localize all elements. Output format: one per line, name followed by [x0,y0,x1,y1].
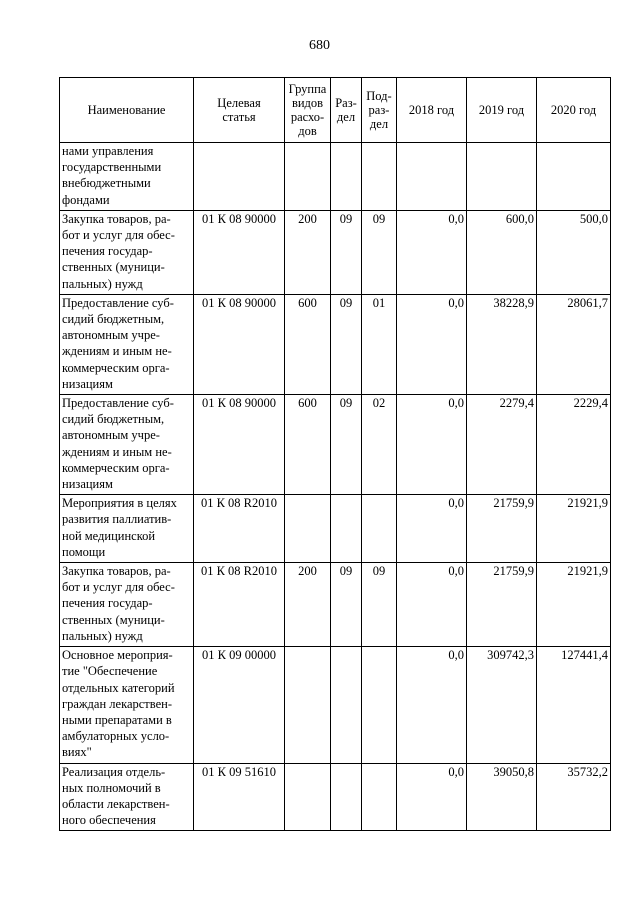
row-name-line: области лекарствен- [62,796,170,811]
row-group: 200 [285,210,331,294]
row-name-line: Закупка товаров, ра- [62,211,171,226]
row-name-line: сидий бюджетным, [62,312,165,327]
header-subsection: Под- раз- дел [362,78,397,143]
row-value-2019: 39050,8 [467,763,537,831]
row-name-line: ственных (муници- [62,612,165,627]
table-row [60,294,611,394]
row-name [60,763,194,831]
table-body [60,143,611,831]
row-value-2018: 0,0 [397,563,467,647]
row-name [60,495,194,563]
row-name-line: Мероприятия в целях [62,496,177,511]
row-value-2020: 35732,2 [537,763,611,831]
row-section [331,143,362,211]
header-2020: 2020 год [537,78,611,143]
table-row [60,647,611,763]
row-group: 600 [285,294,331,394]
header-group: Группа видов расхо- дов [285,78,331,143]
row-value-2020: 21921,9 [537,495,611,563]
row-name [60,395,194,495]
table-row [60,495,611,563]
row-section: 09 [331,294,362,394]
row-name-line: Основное мероприя- [62,648,173,663]
row-section: 09 [331,395,362,495]
row-name-line: низациям [62,376,113,391]
row-subsection: 09 [362,210,397,294]
row-name-line: ных полномочий в [62,780,161,795]
row-value-2018: 0,0 [397,495,467,563]
row-name-line: Предоставление суб- [62,295,174,310]
row-value-2020: 127441,4 [537,647,611,763]
row-group [285,143,331,211]
header-section: Раз- дел [331,78,362,143]
row-value-2018: 0,0 [397,647,467,763]
row-value-2020: 28061,7 [537,294,611,394]
row-name-line: Реализация отдель- [62,764,166,779]
table-row [60,143,611,211]
row-section: 09 [331,210,362,294]
row-target: 01 К 08 90000 [194,395,285,495]
row-subsection: 02 [362,395,397,495]
row-name-line: бот и услуг для обес- [62,580,175,595]
row-name-line: ждениям и иным не- [62,344,172,359]
header-name: Наименование [60,78,194,143]
row-name-line: Предоставление суб- [62,396,174,411]
row-name-line: отдельных категорий [62,680,175,695]
row-name-line: виях" [62,745,92,760]
row-name-line: печения государ- [62,596,153,611]
row-name-line: тие "Обеспечение [62,664,158,679]
row-name-line: сидий бюджетным, [62,412,165,427]
row-subsection [362,647,397,763]
budget-table [59,77,611,831]
row-value-2018 [397,143,467,211]
row-target: 01 К 09 00000 [194,647,285,763]
row-name-line: внебюджетными [62,176,151,191]
row-group [285,495,331,563]
row-section: 09 [331,563,362,647]
row-name-line: нами управления [62,144,154,158]
row-group [285,763,331,831]
row-value-2018: 0,0 [397,395,467,495]
row-name-line: помощи [62,544,106,559]
row-value-2020: 2229,4 [537,395,611,495]
row-value-2020: 21921,9 [537,563,611,647]
row-subsection: 09 [362,563,397,647]
row-name-line: бот и услуг для обес- [62,228,175,243]
row-name-line: коммерческим орга- [62,360,170,375]
row-name-line: развития паллиатив- [62,512,172,527]
row-value-2019: 21759,9 [467,495,537,563]
row-name-line: ными препаратами в [62,712,172,727]
table-row [60,210,611,294]
row-group [285,647,331,763]
row-subsection [362,763,397,831]
row-name [60,210,194,294]
row-target: 01 К 08 90000 [194,294,285,394]
header-target: Целевая статья [194,78,285,143]
row-name [60,143,194,211]
row-name-line: фондами [62,192,110,207]
row-value-2018: 0,0 [397,294,467,394]
row-section [331,763,362,831]
table-row [60,563,611,647]
row-name-line: пальных) нужд [62,276,143,291]
table-row [60,763,611,831]
row-name-line: ного обеспечения [62,813,156,828]
row-subsection [362,495,397,563]
row-value-2020 [537,143,611,211]
row-value-2018: 0,0 [397,763,467,831]
row-value-2019: 600,0 [467,210,537,294]
row-target: 01 К 08 R2010 [194,563,285,647]
row-name-line: автономным учре- [62,428,160,443]
row-value-2019: 2279,4 [467,395,537,495]
row-name [60,294,194,394]
row-value-2019: 21759,9 [467,563,537,647]
row-target: 01 К 08 R2010 [194,495,285,563]
row-target: 01 К 08 90000 [194,210,285,294]
header-2018: 2018 год [397,78,467,143]
row-value-2019 [467,143,537,211]
table-row [60,395,611,495]
row-group: 200 [285,563,331,647]
row-subsection: 01 [362,294,397,394]
row-name-line: пальных) нужд [62,628,143,643]
row-name-line: государственными [62,160,162,175]
row-value-2018: 0,0 [397,210,467,294]
row-name-line: граждан лекарствен- [62,696,172,711]
header-2019: 2019 год [467,78,537,143]
row-name-line: Закупка товаров, ра- [62,564,171,579]
page-number: 680 [309,38,330,53]
row-section [331,495,362,563]
row-target [194,143,285,211]
row-group: 600 [285,395,331,495]
row-name-line: ждениям и иным не- [62,444,172,459]
row-name-line: печения государ- [62,244,153,259]
row-name-line: низациям [62,477,113,492]
row-name-line: амбулаторных усло- [62,729,170,744]
row-target: 01 К 09 51610 [194,763,285,831]
row-name [60,563,194,647]
row-name-line: автономным учре- [62,328,160,343]
row-name-line: коммерческим орга- [62,460,170,475]
header-row [60,78,611,143]
row-value-2019: 309742,3 [467,647,537,763]
row-subsection [362,143,397,211]
row-name-line: ной медицинской [62,528,156,543]
row-section [331,647,362,763]
row-name-line: ственных (муници- [62,260,165,275]
row-value-2019: 38228,9 [467,294,537,394]
row-value-2020: 500,0 [537,210,611,294]
row-name [60,647,194,763]
